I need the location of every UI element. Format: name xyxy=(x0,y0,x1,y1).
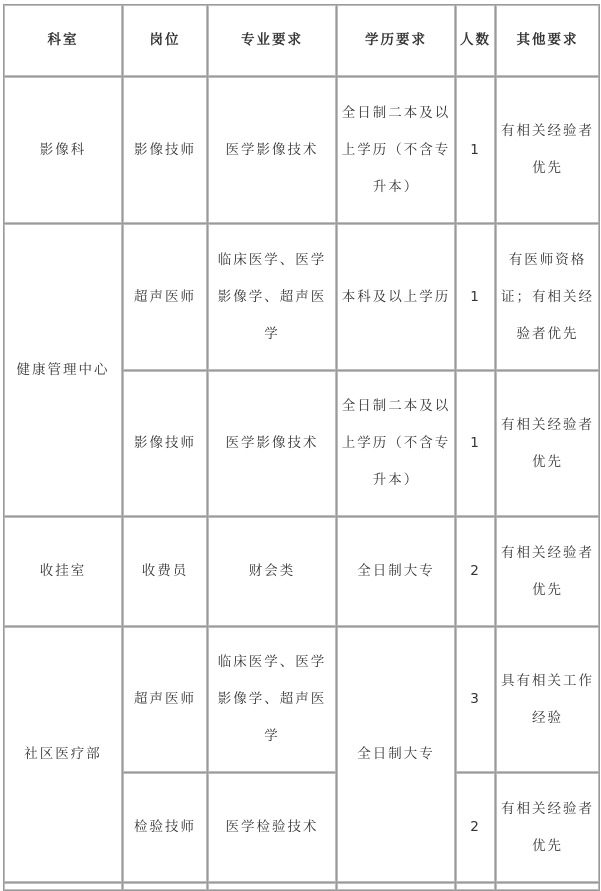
cell-post: 检验技师 xyxy=(123,773,208,883)
cell-other: 有相关经验者优先 xyxy=(496,77,600,224)
cell-education: 全日制大专 xyxy=(337,627,456,883)
cell-other: 有相关经验者优先 xyxy=(496,517,600,627)
cell-dept: 社区医疗部 xyxy=(4,627,123,883)
cell-education: 本科及以上学历 xyxy=(337,224,456,371)
table-row xyxy=(4,224,600,371)
cell-other: 具有相关工作经验 xyxy=(496,627,600,773)
table-row-continuation xyxy=(4,883,600,891)
table-row xyxy=(4,627,600,773)
header-dept: 科室 xyxy=(4,5,123,77)
header-count: 人数 xyxy=(456,5,496,77)
cell-education: 全日制二本及以上学历（不含专升本） xyxy=(337,77,456,224)
cell-major: 临床医学、医学影像学、超声医学 xyxy=(208,224,337,371)
cell-other: 有相关经验者优先 xyxy=(496,773,600,883)
header-post: 岗位 xyxy=(123,5,208,77)
cell-post: 超声医师 xyxy=(123,224,208,371)
cell-dept: 收挂室 xyxy=(4,517,123,627)
table-row xyxy=(4,77,600,224)
cell-post: 收费员 xyxy=(123,517,208,627)
table-header-row xyxy=(4,5,600,77)
cell-count: 3 xyxy=(456,627,496,773)
header-other: 其他要求 xyxy=(496,5,600,77)
empty-cell xyxy=(4,883,123,891)
cell-education: 全日制二本及以上学历（不含专升本） xyxy=(337,371,456,517)
cell-major: 临床医学、医学影像学、超声医学 xyxy=(208,627,337,773)
cell-count: 1 xyxy=(456,224,496,371)
cell-major: 医学影像技术 xyxy=(208,371,337,517)
cell-post: 超声医师 xyxy=(123,627,208,773)
cell-count: 1 xyxy=(456,371,496,517)
header-education: 学历要求 xyxy=(337,5,456,77)
cell-post: 影像技师 xyxy=(123,371,208,517)
table-row xyxy=(4,517,600,627)
header-major: 专业要求 xyxy=(208,5,337,77)
cell-major: 医学检验技术 xyxy=(208,773,337,883)
recruitment-table xyxy=(3,4,600,891)
cell-count: 1 xyxy=(456,77,496,224)
empty-cell xyxy=(496,883,600,891)
empty-cell xyxy=(123,883,208,891)
cell-count: 2 xyxy=(456,773,496,883)
cell-dept: 影像科 xyxy=(4,77,123,224)
empty-cell xyxy=(337,883,456,891)
cell-other: 有相关经验者优先 xyxy=(496,371,600,517)
cell-other: 有医师资格证；有相关经验者优先 xyxy=(496,224,600,371)
cell-education: 全日制大专 xyxy=(337,517,456,627)
cell-count: 2 xyxy=(456,517,496,627)
empty-cell xyxy=(456,883,496,891)
cell-major: 医学影像技术 xyxy=(208,77,337,224)
cell-dept: 健康管理中心 xyxy=(4,224,123,517)
cell-major: 财会类 xyxy=(208,517,337,627)
cell-post: 影像技师 xyxy=(123,77,208,224)
empty-cell xyxy=(208,883,337,891)
